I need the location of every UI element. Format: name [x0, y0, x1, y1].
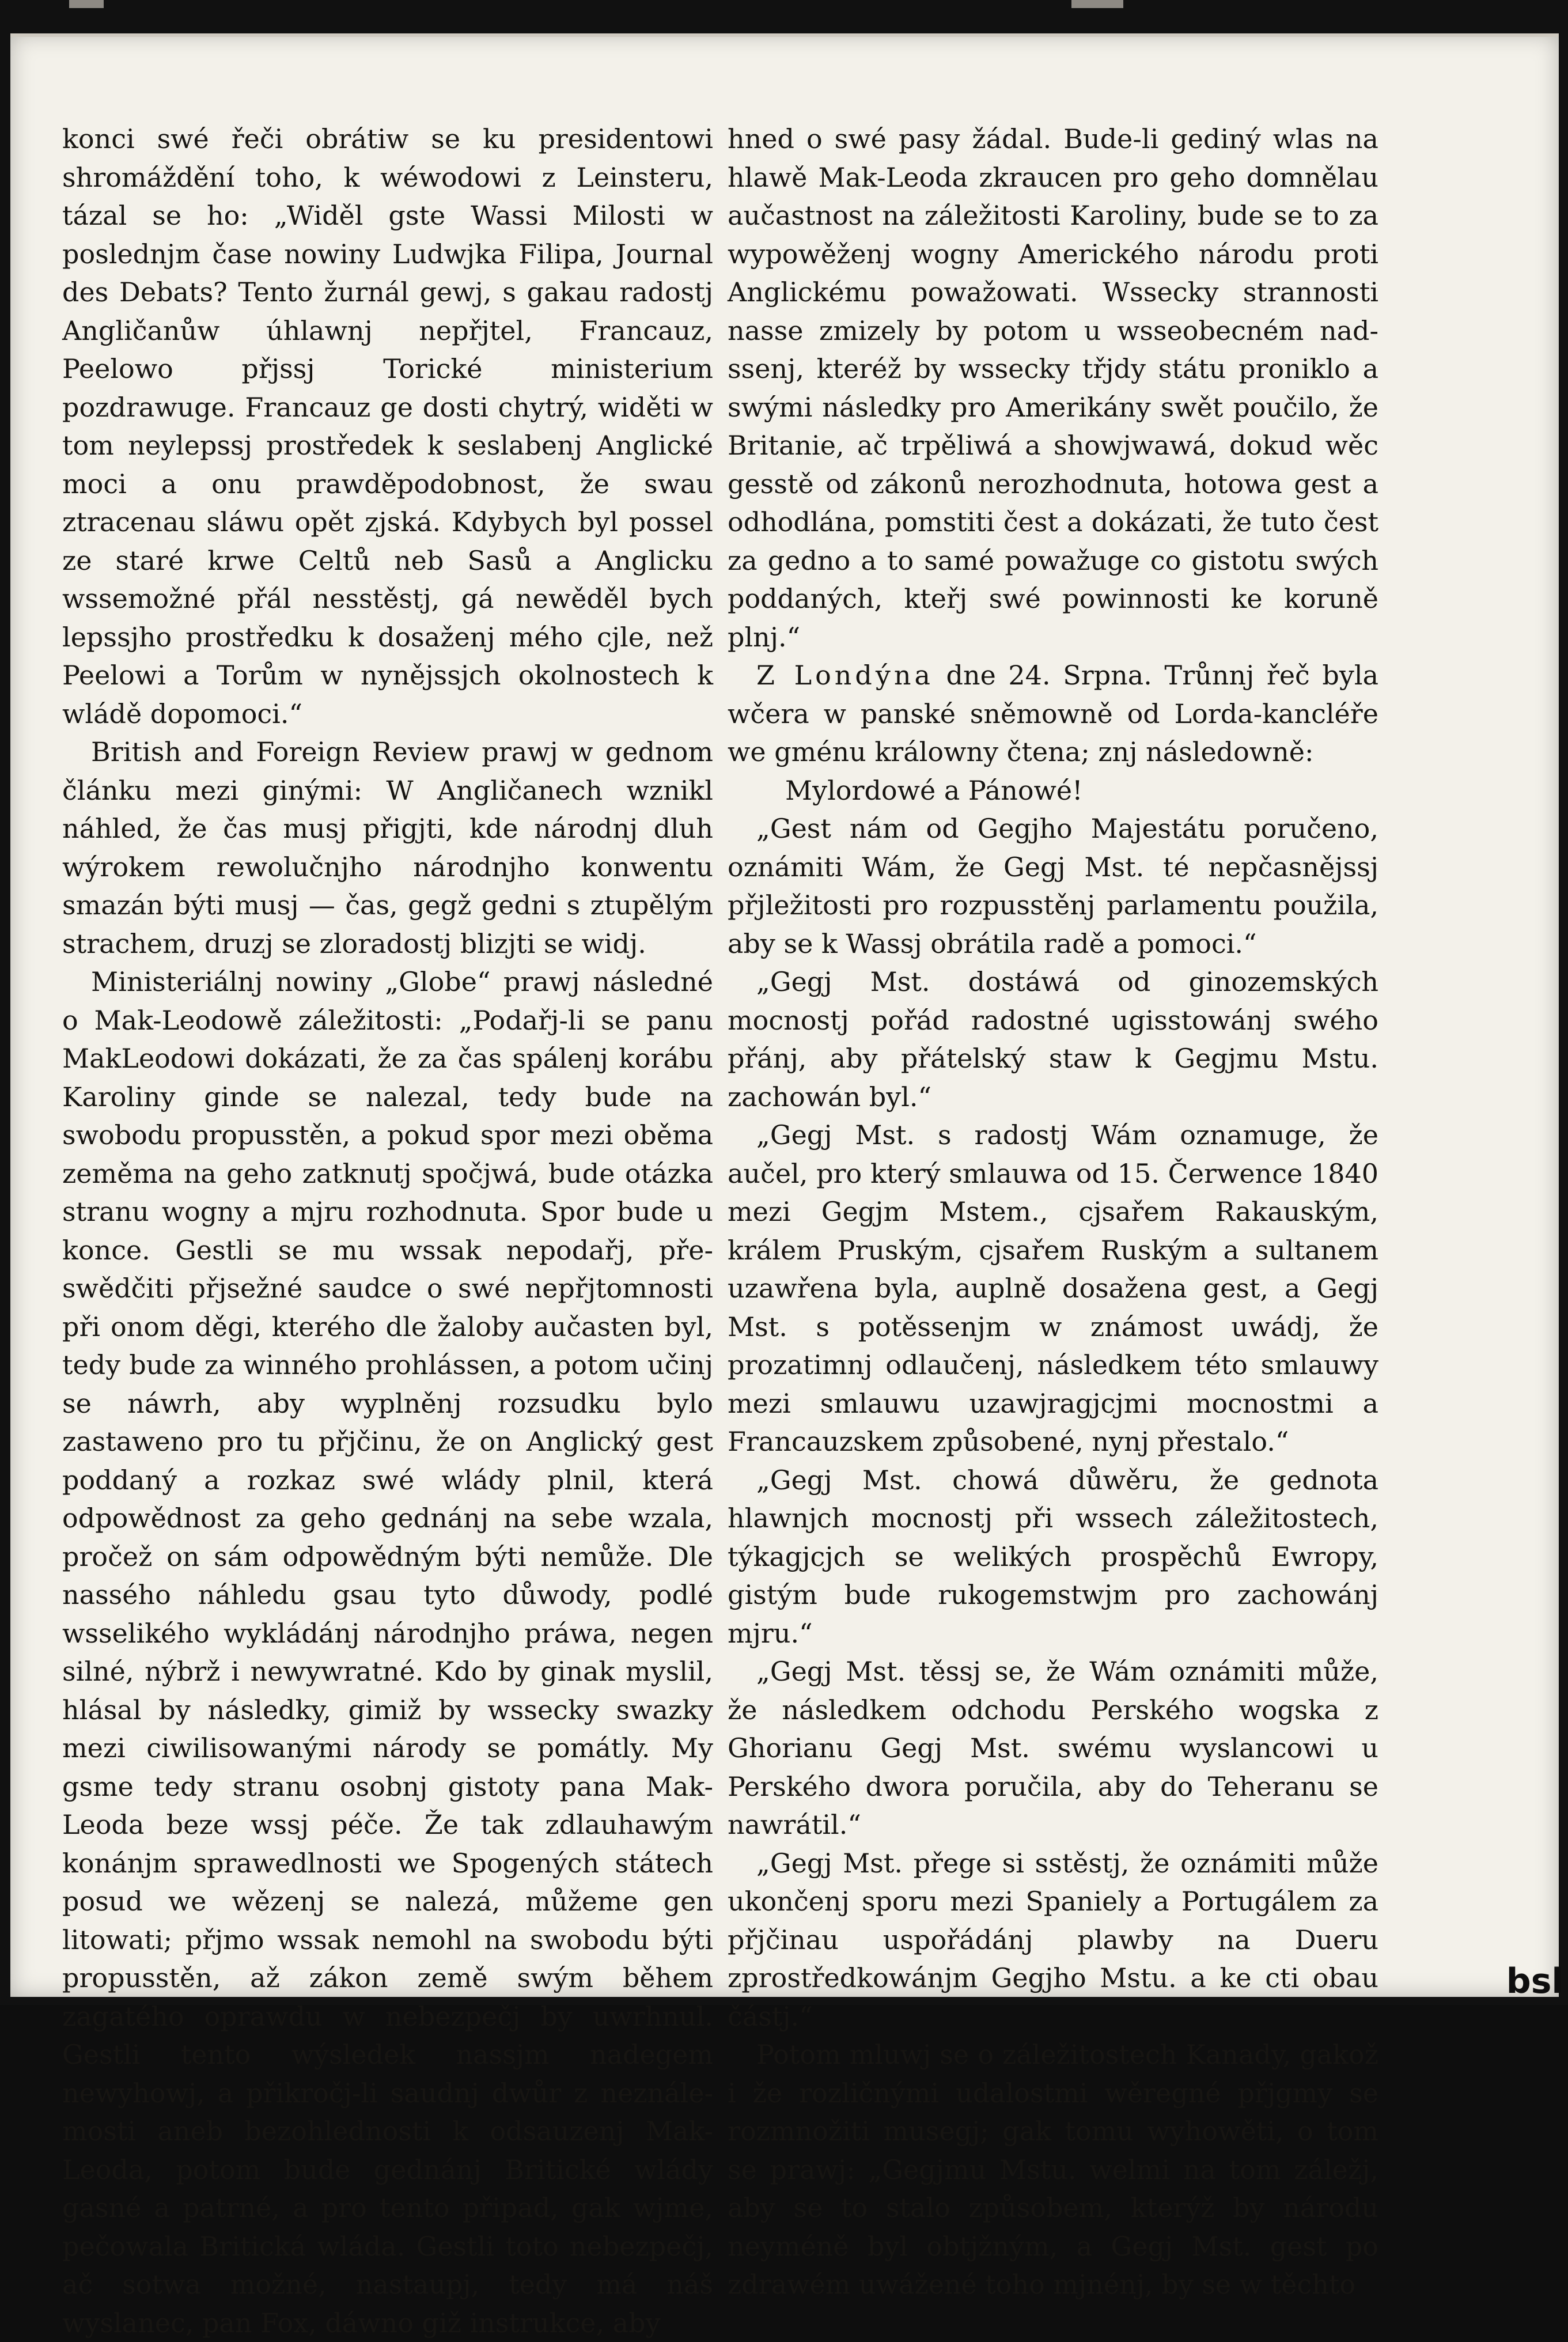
article-paragraph: hned o swé pasy žádal. Bude-li gediný wlas na hlawě Mak-Leoda zkraucen pro geho domnělau aučastnost na záležitosti Karoliny, bude se to za wypowěženj wogny Amerického národu proti Anglickému powažowati. Wssecky strannosti nasse zmizely by potom u wsseobecném nadssenj, kteréž by wssecky třjdy státu proniklo a swými následky pro Amerikány swět poučilo, že Britanie, ač trpěliwá a showjwawá, dokud wěc gesstě od zákonů nerozhodnuta, hotowa gest a odhodlána, pomstiti čest a dokázati, že tuto čest za gedno a to samé powažuge co gistotu swých poddaných, kteřj swé powinnosti ke koruně plnj.“	[728, 123, 1378, 653]
article-paragraph: Ministeriálnj nowiny „Globe“ prawj následné o Mak-Leodowě záležitosti: „Podařj-li se panu MakLeodowi dokázati, že za čas spálenj korábu Karoliny ginde se nalezal, tedy bude na swobodu propusstěn, a pokud spor mezi oběma zeměma na geho zatknutj spočjwá, bude otázka stranu wogny a mjru rozhodnuta. Spor bude u konce. Gestli se mu wssak nepodařj, přeswědčiti přjsežné saudce o swé nepřjtomnosti při onom děgi, kterého dle žaloby aučasten byl, tedy bude za winného prohlássen, a potom učinj se náwrh, aby wyplněnj rozsudku bylo zastaweno pro tu přjčinu, že on Anglický gest poddaný a rozkaz swé wlády plnil, která odpowědnost za geho gednánj na sebe wzala, pročež on sám odpowědným býti nemůže. Dle nassého náhledu gsau tyto důwody, podlé wsselikého wykládánj národnjho práwa, negen silné, nýbrž i newywratné. Kdo by ginak myslil, hlásal by následky, gimiž by wssecky swazky mezi ciwilisowanými národy se pomátly. My gsme tedy stranu osobnj gistoty pana Mak-Leoda beze wssj péče. Že tak zdlauhawým konánjm sprawedlnosti we Spogených státech posud we wězenj se nalezá, můžeme gen litowati; přjmo wssak nemohl na swobodu býti propusstěn, až zákon země swým během zagatého oprawdu w nebezpečj by uwrhnul. Gestli tento wýsledek nassjm nadegem newyhowj, a přikročj-li saudnj dwůr z neználemosti aneb bezohlednosti k odsauzenj Mak-Leoda, potom bude gednánj Britické wlády gasné a patrné, a pro tento připad, gak wjme, pečowala Britická wláda. Gestli toto nebezpečj, ač sotwa možné, nastaupj, tedy má náš wyslanec, pan Fox, dáwno giž instrukce, aby	[62, 966, 713, 2339]
speech-paragraph: „Gegj Mst. těssj se, že Wám oznámiti může, že následkem odchodu Perského wogska z Ghorianu Gegj Mst. swému wyslancowi u Perského dwora poručila, aby do Teheranu se nawrátil.“	[728, 1656, 1378, 1840]
dateline-place: Z Londýna	[756, 660, 934, 691]
right-column	[728, 120, 1378, 2304]
dateline-paragraph	[728, 656, 1378, 771]
article-paragraph: British and Foreign Review prawj w gednom článku mezi ginými: W Angličanech wznikl náhled, že čas musj přigjti, kde národnj dluh wýrokem rewolučnjho národnjho konwentu smazán býti musj — čas, gegž gedni s ztupělým strachem, druzj se zloradostj blizjti se widj.	[62, 736, 713, 959]
speech-paragraph: „Gegj Mst. dostáwá od ginozemských mocnostj pořád radostné ugisstowánj swého přánj, aby přátelský staw k Gegjmu Mstu. zachowán byl.“	[728, 966, 1378, 1113]
left-column	[62, 120, 713, 2342]
corner-mark: bsl	[1506, 1961, 1563, 2002]
article-paragraph: Potom mluwj se o záležitostech Kanady, gakož i že rozličnými udalostmi wěregné přjgmy se rozmnožiti musegj; gak tomu wyhowěti, o tom se prawj: „Gegjmu Mstu. welmi na tom záležj, aby se to stalo způsobem, kterýž by národu neyméně byl obtjžným, a Gegj Mst. gest po zdrawém uwážené toho mjnénj, by se w těchto	[728, 2039, 1378, 2300]
newspaper-page	[10, 33, 1559, 2339]
dateline-text: dne 24. Srpna. Trůnnj řeč byla wčera w panské sněmowně od Lorda-kancléře we gménu králowny čtena; znj následowně:	[728, 660, 1378, 767]
page-edge	[10, 33, 1559, 37]
speech-paragraph: „Gegj Mst. chowá důwěru, že gednota hlawnjch mocnostj při wssech záležitostech, týkagjcjch se welikých prospěchů Ewropy, gistým bude rukogemstwjm pro zachowánj mjru.“	[728, 1464, 1378, 1649]
speech-paragraph: „Gest nám od Gegjho Majestátu poručeno, oznámiti Wám, že Gegj Mst. té nepčasnějssj přjležitosti pro rozpusstěnj parlamentu použila, aby se k Wassj obrátila radě a pomoci.“	[728, 813, 1378, 959]
speech-paragraph: „Gegj Mst. přege si sstěstj, že oznámiti může ukončenj sporu mezi Spaniely a Portugálem za přjčinau uspořádánj plawby na Dueru zprostředkowánjm Gegjho Mstu. a ke cti obau částj.“	[728, 1847, 1378, 2032]
scan-edge-mark	[1071, 0, 1123, 8]
speech-salutation: Mylordowé a Pánowé!	[785, 774, 1083, 806]
speech-paragraph: „Gegj Mst. s radostj Wám oznamuge, že aučel, pro který smlauwa od 15. Čerwence 1840 mezi Gegjm Mstem., cjsařem Rakauským, králem Pruským, cjsařem Ruským a sultanem uzawřena byla, auplně dosažena gest, a Gegj Mst. s potěssenjm w známost uwádj, že prozatimnj odlaučenj, následkem této smlauwy mezi smlauwu uzawjragjcjmi mocnostmi a Francauzskem způsobené, nynj přestalo.“	[728, 1119, 1378, 1457]
scan-edge-mark	[69, 0, 104, 8]
article-paragraph: konci swé řeči obrátiw se ku presidentowi shromáždění toho, k wéwodowi z Leinsteru, tázal se ho: „Widěl gste Wassi Milosti w poslednjm čase nowiny Ludwjka Filipa, Journal des Debats? Tento žurnál gewj, s gakau radostj Angličanůw úhlawnj nepřjtel, Francauz, Peelowo přjssj Torické ministerium pozdrawuge. Francauz ge dosti chytrý, widěti w tom neylepssj prostředek k seslabenj Anglické moci a onu prawděpodobnost, že swau ztracenau sláwu opět zjská. Kdybych byl possel ze staré krwe Celtů neb Sasů a Anglicku wssemožné přál nesstěstj, gá newěděl bych lepssjho prostředku k dosaženj mého cjle, než Peelowi a Torům w nynějssjch okolnostech k wládě dopomoci.“	[62, 123, 713, 729]
